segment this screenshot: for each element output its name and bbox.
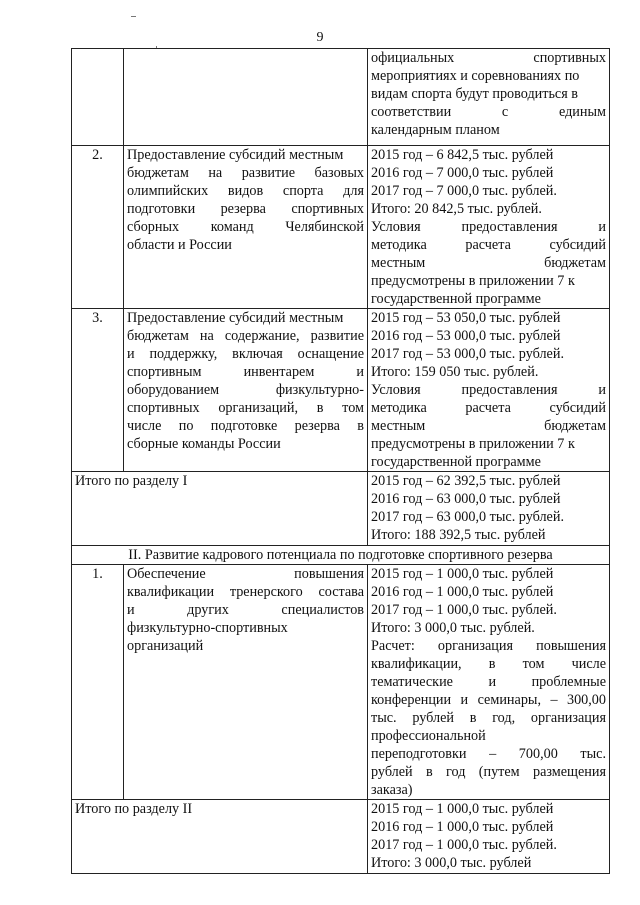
total-row-section-1 [72, 472, 610, 546]
funding-cell: официальных спортивных мероприятиях и соревнованиях по видам спорта будут проводиться в соответствии с единым календарным планом [368, 49, 610, 146]
measure-name-cell: Обеспечение повышения квалификации тренерского состава и других специалистов физкультурно-спортивных организаций [124, 565, 368, 800]
funding-cell: 2015 год – 62 392,5 тыс. рублей 2016 год – 63 000,0 тыс. рублей 2017 год – 63 000,0 тыс. рублей. Итого: 188 392,5 тыс. рублей [368, 472, 610, 546]
scan-speck [131, 16, 136, 17]
total-label: Итого по разделу II [72, 800, 368, 874]
row-number: 1. [72, 565, 124, 800]
funding-cell: 2015 год – 1 000,0 тыс. рублей 2016 год – 1 000,0 тыс. рублей 2017 год – 1 000,0 тыс. рублей. Итого: 3 000,0 тыс. рублей [368, 800, 610, 874]
section-title: II. Развитие кадрового потенциала по подготовке спортивного резерва [72, 546, 610, 565]
funding-cell: 2015 год – 53 050,0 тыс. рублей 2016 год – 53 000,0 тыс. рублей 2017 год – 53 000,0 тыс. рублей. Итого: 159 050 тыс. рублей. Условия предоставления и методика расчета субсидий местным бюджетам предусмотрены в приложении 7 к государственной программе [368, 309, 610, 472]
measure-name-cell: Предоставление субсидий местным бюджетам на развитие базовых олимпийских видов спорта для подготовки резерва спортивных сборных команд Челябинской области и России [124, 146, 368, 309]
table-row-2 [72, 146, 610, 309]
row-number: 3. [72, 309, 124, 472]
total-row-section-2 [72, 800, 610, 874]
table-row-3 [72, 309, 610, 472]
measure-name-cell: Предоставление субсидий местным бюджетам на содержание, развитие и поддержку, включая оснащение спортивным инвентарем и оборудованием физкультурно- спортивных организаций, в том числе по подготовке резерва в сборные команды России [124, 309, 368, 472]
page-number: 9 [316, 30, 324, 45]
total-label: Итого по разделу I [72, 472, 368, 546]
row-number-cell [72, 49, 124, 146]
table-row-continued [72, 49, 610, 146]
table-row-s2-1 [72, 565, 610, 800]
measure-name-cell [124, 49, 368, 146]
funding-cell: 2015 год – 6 842,5 тыс. рублей 2016 год – 7 000,0 тыс. рублей 2017 год – 7 000,0 тыс. рублей. Итого: 20 842,5 тыс. рублей. Условия предоставления и методика расчета субсидий местным бюджетам предусмотрены в приложении 7 к государственной программе [368, 146, 610, 309]
section-header-row [72, 546, 610, 565]
row-number: 2. [72, 146, 124, 309]
program-table [71, 48, 610, 874]
funding-cell: 2015 год – 1 000,0 тыс. рублей 2016 год – 1 000,0 тыс. рублей 2017 год – 1 000,0 тыс. рублей. Итого: 3 000,0 тыс. рублей. Расчет: организация повышения квалификации, в том числе тематические и проблемные конференции и семинары, – 300,00 тыс. рублей в год, организация профессиональной переподготовки – 700,00 тыс. рублей в год (путем размещения заказа) [368, 565, 610, 800]
